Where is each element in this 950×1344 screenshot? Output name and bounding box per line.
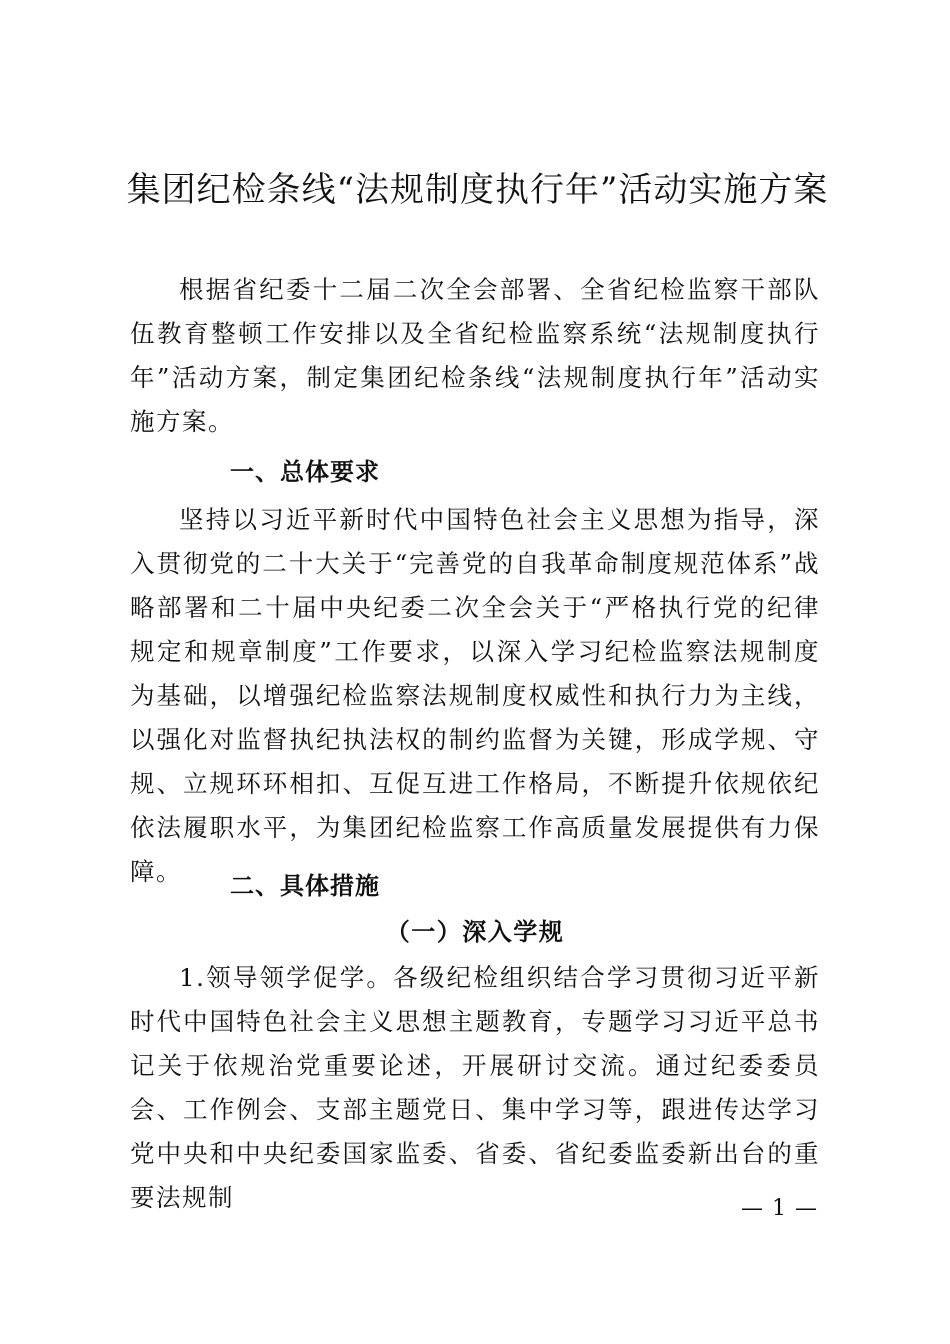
intro-paragraph: 根据省纪委十二届二次全会部署、全省纪检监察干部队伍教育整顿工作安排以及全省纪检监察系统“法规制度执行年”活动方案，制定集团纪检条线“法规制度执行年”活动实施方案。 <box>130 275 820 436</box>
page-number: — 1 — <box>741 1196 818 1221</box>
section-heading-specific-measures: 二、具体措施 <box>230 872 380 900</box>
general-requirements-paragraph: 坚持以习近平新时代中国特色社会主义思想为指导，深入贯彻党的二十大关于“完善党的自我革命制度规范体系”战略部署和二十届中央纪委二次全会关于“严格执行党的纪律规定和规章制度”工作要求，以深入学习纪检监察法规制度为基础，以增强纪检监察法规制度权威性和执行力为主线，以强化对监督执纪执法权的制约监督为关键，形成学规、守规、立规环环相扣、互促互进工作格局，不断提升依规依纪依法履职水平，为集团纪检监察工作高质量发展提供有力保障。 <box>130 505 820 886</box>
item-leadership-study-paragraph: 1.领导领学促学。各级纪检组织结合学习贯彻习近平新时代中国特色社会主义思想主题教育，专题学习习近平总书记关于依规治党重要论述，开展研讨交流。通过纪委委员会、工作例会、支部主题党日、集中学习等，跟进传达学习党中央和中央纪委国家监委、省委、省纪委监委新出台的重要法规制 <box>130 963 820 1212</box>
subsection-heading-study-regulations: （一）深入学规 <box>385 917 565 946</box>
section-heading-general-requirements: 一、总体要求 <box>230 458 380 486</box>
document-title: 集团纪检条线“法规制度执行年”活动实施方案 <box>126 170 829 210</box>
